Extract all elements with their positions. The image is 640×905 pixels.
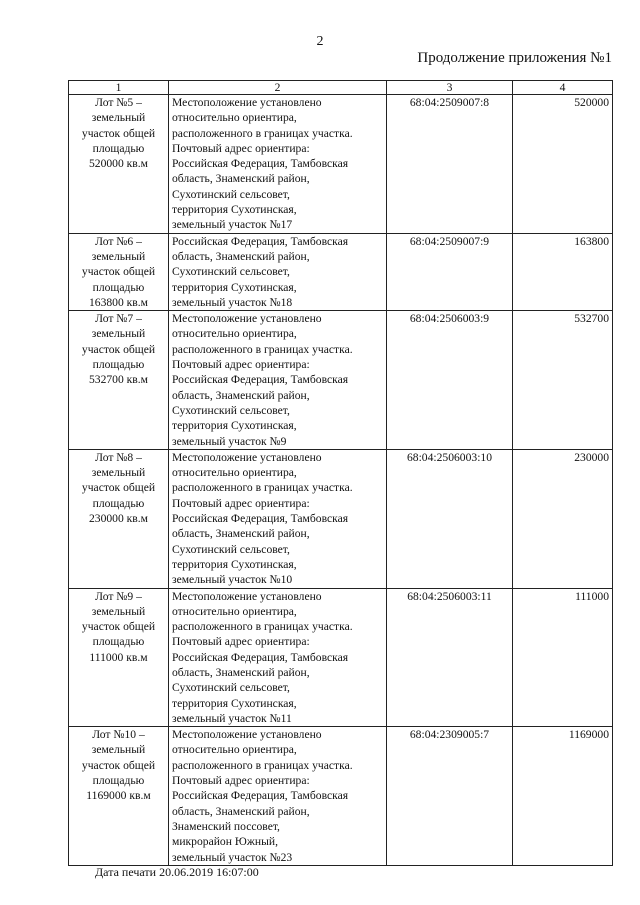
location-line: область, Знаменский район, <box>172 665 310 679</box>
lot-line: площадью <box>92 774 145 788</box>
location-line: земельный участок №23 <box>172 850 293 864</box>
area-cell: 230000 <box>513 449 613 588</box>
column-header-4: 4 <box>513 81 613 95</box>
location-cell <box>169 311 387 450</box>
location-cell <box>169 727 387 866</box>
cadastral-number-cell: 68:04:2506003:11 <box>387 588 513 727</box>
location-line: Почтовый адрес ориентира: <box>172 496 310 510</box>
continuation-title: Продолжение приложения №1 <box>417 50 612 66</box>
lot-line: земельный <box>91 327 146 341</box>
column-header-2: 2 <box>169 81 387 95</box>
lot-cell <box>69 449 169 588</box>
location-line: Российская Федерация, Тамбовская <box>172 234 349 248</box>
location-line: расположенного в границах участка. <box>172 758 353 772</box>
lot-line: земельный <box>91 604 146 618</box>
location-line: Местоположение установлено <box>172 312 322 326</box>
location-line: Сухотинский сельсовет, <box>172 681 290 695</box>
cadastral-number-cell: 68:04:2509007:8 <box>387 95 513 234</box>
lot-line: участок общей <box>81 265 156 279</box>
table-header-row <box>69 81 613 95</box>
lot-line: 520000 кв.м <box>88 157 149 171</box>
lot-line: Лот №6 – <box>95 234 142 248</box>
lot-cell <box>69 311 169 450</box>
location-line: расположенного в границах участка. <box>172 126 353 140</box>
location-line: расположенного в границах участка. <box>172 342 353 356</box>
location-line: территория Сухотинская, <box>172 280 297 294</box>
location-line: Почтовый адрес ориентира: <box>172 774 310 788</box>
cadastral-number-cell: 68:04:2506003:9 <box>387 311 513 450</box>
location-line: Российская Федерация, Тамбовская <box>172 650 349 664</box>
location-line: территория Сухотинская, <box>172 557 297 571</box>
lot-line: участок общей <box>81 620 156 634</box>
print-date: Дата печати 20.06.2019 16:07:00 <box>95 865 259 879</box>
location-line: Российская Федерация, Тамбовская <box>172 373 349 387</box>
location-line: земельный участок №11 <box>172 711 292 725</box>
lot-line: Лот №8 – <box>95 450 142 464</box>
lot-line: 230000 кв.м <box>88 512 149 526</box>
table-row <box>69 588 613 727</box>
location-line: относительно ориентира, <box>172 466 297 480</box>
location-line: Местоположение установлено <box>172 728 322 742</box>
location-line: относительно ориентира, <box>172 604 297 618</box>
area-cell: 520000 <box>513 95 613 234</box>
location-line: расположенного в границах участка. <box>172 481 353 495</box>
location-line: Сухотинский сельсовет, <box>172 265 290 279</box>
location-cell <box>169 95 387 234</box>
area-cell: 163800 <box>513 233 613 310</box>
lot-line: Лот №5 – <box>95 96 142 109</box>
location-line: Почтовый адрес ориентира: <box>172 635 310 649</box>
lot-line: площадью <box>92 280 145 294</box>
lot-line: 111000 кв.м <box>89 650 148 664</box>
lot-cell <box>69 727 169 866</box>
lot-line: 163800 кв.м <box>88 295 149 309</box>
location-line: Сухотинский сельсовет, <box>172 187 290 201</box>
location-line: относительно ориентира, <box>172 743 297 757</box>
lot-line: площадью <box>92 141 145 155</box>
location-line: область, Знаменский район, <box>172 804 310 818</box>
lot-line: земельный <box>91 743 146 757</box>
lot-line: Лот №10 – <box>92 728 145 742</box>
lot-cell <box>69 95 169 234</box>
location-line: Российская Федерация, Тамбовская <box>172 512 349 526</box>
location-line: земельный участок №9 <box>172 434 287 448</box>
lots-table <box>68 80 613 866</box>
location-line: относительно ориентира, <box>172 327 297 341</box>
location-line: территория Сухотинская, <box>172 419 297 433</box>
lot-line: участок общей <box>81 126 156 140</box>
column-header-1: 1 <box>69 81 169 95</box>
lot-line: участок общей <box>81 758 156 772</box>
location-line: территория Сухотинская, <box>172 203 297 217</box>
location-line: земельный участок №18 <box>172 295 293 309</box>
lot-cell <box>69 588 169 727</box>
location-cell <box>169 233 387 310</box>
location-line: относительно ориентира, <box>172 111 297 125</box>
location-line: область, Знаменский район, <box>172 172 310 186</box>
lot-line: участок общей <box>81 342 156 356</box>
lot-line: площадью <box>92 635 145 649</box>
lot-line: земельный <box>91 249 146 263</box>
location-line: Почтовый адрес ориентира: <box>172 141 310 155</box>
table-row <box>69 95 613 234</box>
location-line: Сухотинский сельсовет, <box>172 403 290 417</box>
area-cell: 532700 <box>513 311 613 450</box>
lot-line: площадью <box>92 358 145 372</box>
cadastral-number-cell: 68:04:2506003:10 <box>387 449 513 588</box>
location-line: Местоположение установлено <box>172 96 322 109</box>
cadastral-number-cell: 68:04:2309005:7 <box>387 727 513 866</box>
location-line: область, Знаменский район, <box>172 527 310 541</box>
lot-line: земельный <box>91 466 146 480</box>
area-cell: 111000 <box>513 588 613 727</box>
location-line: микрорайон Южный, <box>172 835 278 849</box>
table-row <box>69 449 613 588</box>
location-line: область, Знаменский район, <box>172 388 310 402</box>
location-line: расположенного в границах участка. <box>172 620 353 634</box>
location-line: Российская Федерация, Тамбовская <box>172 789 349 803</box>
location-line: Сухотинский сельсовет, <box>172 542 290 556</box>
lot-line: Лот №9 – <box>95 589 142 603</box>
location-line: Местоположение установлено <box>172 589 322 603</box>
location-cell <box>169 449 387 588</box>
table-row <box>69 311 613 450</box>
lot-line: участок общей <box>81 481 156 495</box>
lot-line: площадью <box>92 496 145 510</box>
lot-line: Лот №7 – <box>95 312 142 326</box>
lot-line: 1169000 кв.м <box>86 789 151 803</box>
table-row <box>69 233 613 310</box>
lot-line: 532700 кв.м <box>88 373 149 387</box>
location-line: Знаменский поссовет, <box>172 819 280 833</box>
location-line: земельный участок №10 <box>172 573 293 587</box>
area-cell: 1169000 <box>513 727 613 866</box>
location-line: область, Знаменский район, <box>172 249 310 263</box>
page-number: 2 <box>316 34 324 49</box>
lot-line: земельный <box>91 111 146 125</box>
table-row <box>69 727 613 866</box>
column-header-3: 3 <box>387 81 513 95</box>
location-line: земельный участок №17 <box>172 218 293 232</box>
location-line: Местоположение установлено <box>172 450 322 464</box>
lot-cell <box>69 233 169 310</box>
location-cell <box>169 588 387 727</box>
location-line: территория Сухотинская, <box>172 696 297 710</box>
location-line: Почтовый адрес ориентира: <box>172 358 310 372</box>
cadastral-number-cell: 68:04:2509007:9 <box>387 233 513 310</box>
location-line: Российская Федерация, Тамбовская <box>172 157 349 171</box>
